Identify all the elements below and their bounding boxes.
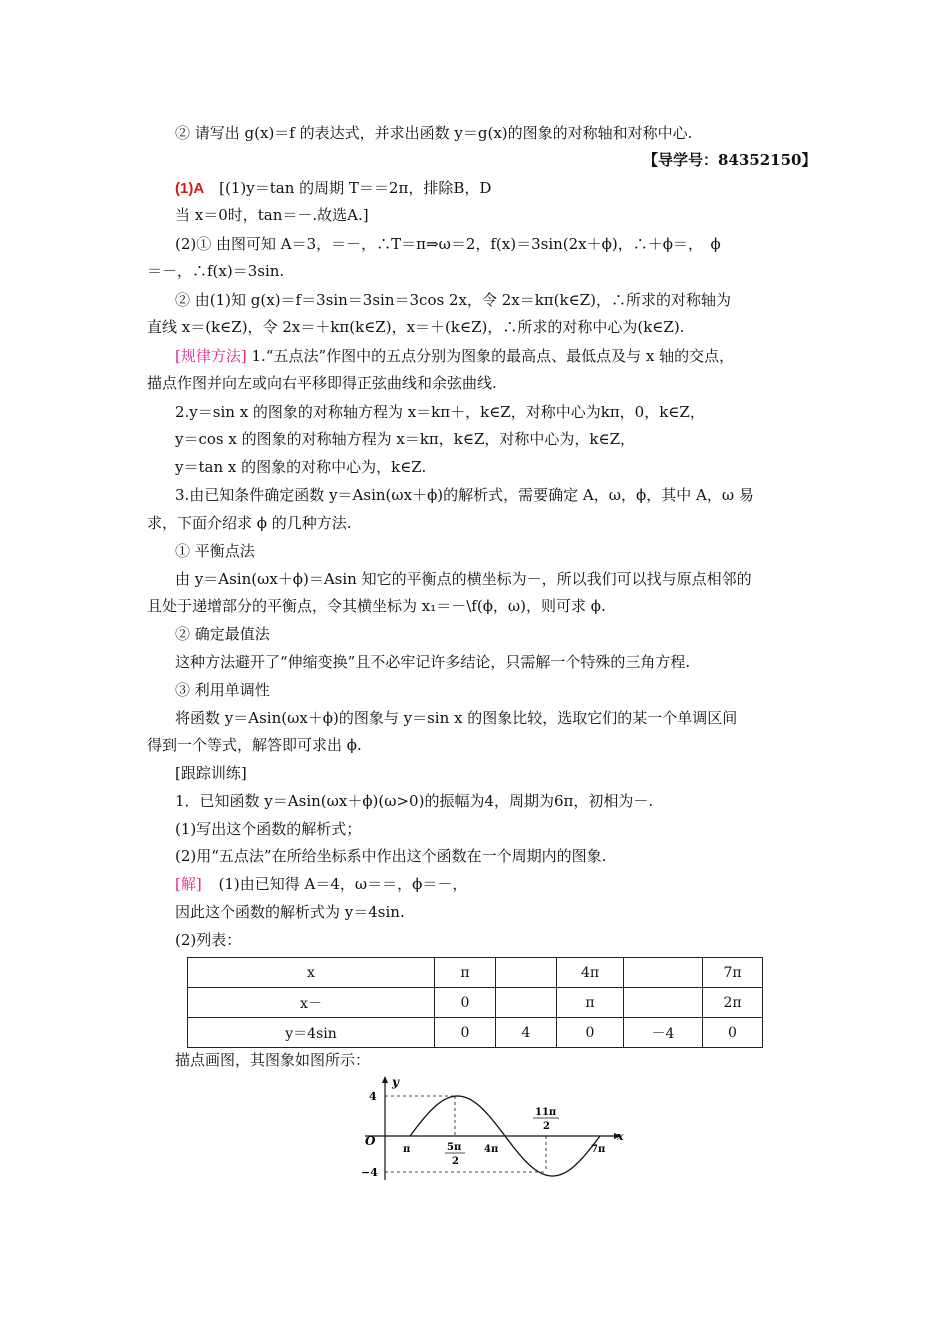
- answer-1-text: [(1)y＝tan 的周期 T＝＝2π，排除B，D: [204, 179, 492, 197]
- sine-graph: [355, 1072, 630, 1187]
- question-part-2: ② 请写出 g(x)＝f 的表达式，并求出函数 y＝g(x)的图象的对称轴和对称中心.: [175, 124, 693, 142]
- solution-1: [175, 874, 467, 894]
- monotonicity-heading: ③ 利用单调性: [175, 681, 270, 699]
- table-cell: x－: [188, 988, 435, 1018]
- practice-question: 1．已知函数 y＝Asin(ωx＋ϕ)(ω>0)的振幅为4，周期为6π，初相为－.: [175, 792, 654, 810]
- table-cell: y＝4sin: [188, 1018, 435, 1048]
- y-axis-arrow: [382, 1076, 388, 1083]
- extreme-value-heading: ② 确定最值法: [175, 625, 270, 643]
- answer-2-2-cont: 直线 x＝(k∈Z)，令 2x＝＋kπ(k∈Z)，x＝＋(k∈Z)，∴所求的对称中心为(k∈Z).: [147, 318, 685, 336]
- practice-part-1: (1)写出这个函数的解析式；: [175, 820, 362, 838]
- x-tick-label: 4π: [484, 1144, 499, 1155]
- method-2-tan: y＝tan x 的图象的对称中心为，k∈Z.: [175, 458, 427, 476]
- table-cell: 7π: [703, 958, 763, 988]
- table-cell: 4: [496, 1018, 557, 1048]
- method-2: 2.y＝sin x 的图象的对称轴方程为 x＝kπ＋，k∈Z，对称中心为kπ，0，k∈Z，: [175, 403, 705, 421]
- table-cell: π: [557, 988, 624, 1018]
- table-cell: [496, 958, 557, 988]
- extreme-value-text: 这种方法避开了“伸缩变换”且不必牢记许多结论，只需解一个特殊的三角方程.: [175, 653, 691, 671]
- peak-x-numerator: 5π: [447, 1142, 462, 1153]
- trough-x-numerator: 11π: [535, 1107, 557, 1118]
- table-row: [188, 958, 763, 988]
- table-cell: [624, 958, 703, 988]
- table-cell: 2π: [703, 988, 763, 1018]
- graph-caption: 描点画图，其图象如图所示：: [175, 1051, 371, 1069]
- table-cell: 0: [435, 988, 496, 1018]
- practice-heading: [跟踪训练]: [175, 764, 247, 782]
- method-1-cont: 描点作图并向左或向右平移即得正弦曲线和余弦曲线.: [147, 374, 497, 392]
- table-cell: π: [435, 958, 496, 988]
- answer-1-cont: 当 x＝0时，tan＝－.故选A.]: [175, 206, 369, 224]
- table-cell: [496, 988, 557, 1018]
- method-1: [175, 346, 734, 366]
- y-axis-label: y: [392, 1075, 399, 1089]
- solution-tag: [解]: [175, 875, 202, 893]
- trough-x-denominator: 2: [543, 1121, 550, 1132]
- balance-point-cont: 且处于递增部分的平衡点，令其横坐标为 x₁＝－\f(ϕ，ω)，则可求 ϕ.: [147, 597, 606, 615]
- answer-2-1: (2)① 由图可知 A＝3，＝－，∴T＝π⇒ω＝2，f(x)＝3sin(2x＋ϕ)，∴＋ϕ＝， ϕ: [175, 235, 721, 253]
- table-row: [188, 1018, 763, 1048]
- answer-1: [175, 178, 491, 199]
- table-cell: －4: [624, 1018, 703, 1048]
- value-table: [187, 957, 763, 1048]
- origin-label: O: [365, 1134, 376, 1148]
- method-2-cos: y＝cos x 的图象的对称轴方程为 x＝kπ，k∈Z，对称中心为，k∈Z，: [175, 430, 636, 448]
- x-axis-label: x: [617, 1130, 624, 1143]
- solution-2-heading: (2)列表：: [175, 931, 242, 949]
- method-3-cont: 求，下面介绍求 ϕ 的几种方法.: [147, 514, 352, 532]
- x-tick-label: 7π: [591, 1144, 606, 1155]
- table-cell: 0: [557, 1018, 624, 1048]
- table-cell: [624, 988, 703, 1018]
- balance-point-heading: ① 平衡点法: [175, 542, 255, 560]
- table-cell: x: [188, 958, 435, 988]
- table-cell: 0: [435, 1018, 496, 1048]
- y-min-label: −4: [361, 1166, 378, 1179]
- method-3: 3.由已知条件确定函数 y＝Asin(ωx＋ϕ)的解析式，需要确定 A，ω，ϕ，其中 A，ω 易: [175, 486, 754, 504]
- y-max-label: 4: [369, 1090, 377, 1103]
- solution-1-result: 因此这个函数的解析式为 y＝4sin.: [175, 903, 405, 921]
- solution-1-text: (1)由已知得 A＝4，ω＝＝，ϕ＝－，: [218, 875, 468, 893]
- table-cell: 0: [703, 1018, 763, 1048]
- balance-point-text: 由 y＝Asin(ωx＋ϕ)＝Asin 知它的平衡点的横坐标为－，所以我们可以找与原点相邻的: [175, 570, 752, 588]
- answer-2-1-cont: ＝－，∴f(x)＝3sin.: [147, 262, 285, 280]
- reference-number: 【导学号：84352150】: [643, 151, 817, 169]
- method-1-text: 1.“五点法”作图中的五点分别为图象的最高点、最低点及与 x 轴的交点，: [251, 347, 735, 365]
- table-row: [188, 988, 763, 1018]
- method-tag: [规律方法]: [175, 347, 247, 365]
- answer-label: (1)A: [175, 180, 205, 197]
- table-cell: 4π: [557, 958, 624, 988]
- monotonicity-text: 将函数 y＝Asin(ωx＋ϕ)的图象与 y＝sin x 的图象比较，选取它们的某一个单调区间: [175, 709, 738, 727]
- answer-2-2: ② 由(1)知 g(x)＝f＝3sin＝3sin＝3cos 2x，令 2x＝kπ(k∈Z)，∴所求的对称轴为: [175, 291, 731, 309]
- practice-part-2: (2)用“五点法”在所给坐标系中作出这个函数在一个周期内的图象.: [175, 847, 607, 865]
- x-tick-label: π: [403, 1144, 411, 1155]
- peak-x-denominator: 2: [452, 1156, 459, 1167]
- monotonicity-cont: 得到一个等式，解答即可求出 ϕ.: [147, 736, 362, 754]
